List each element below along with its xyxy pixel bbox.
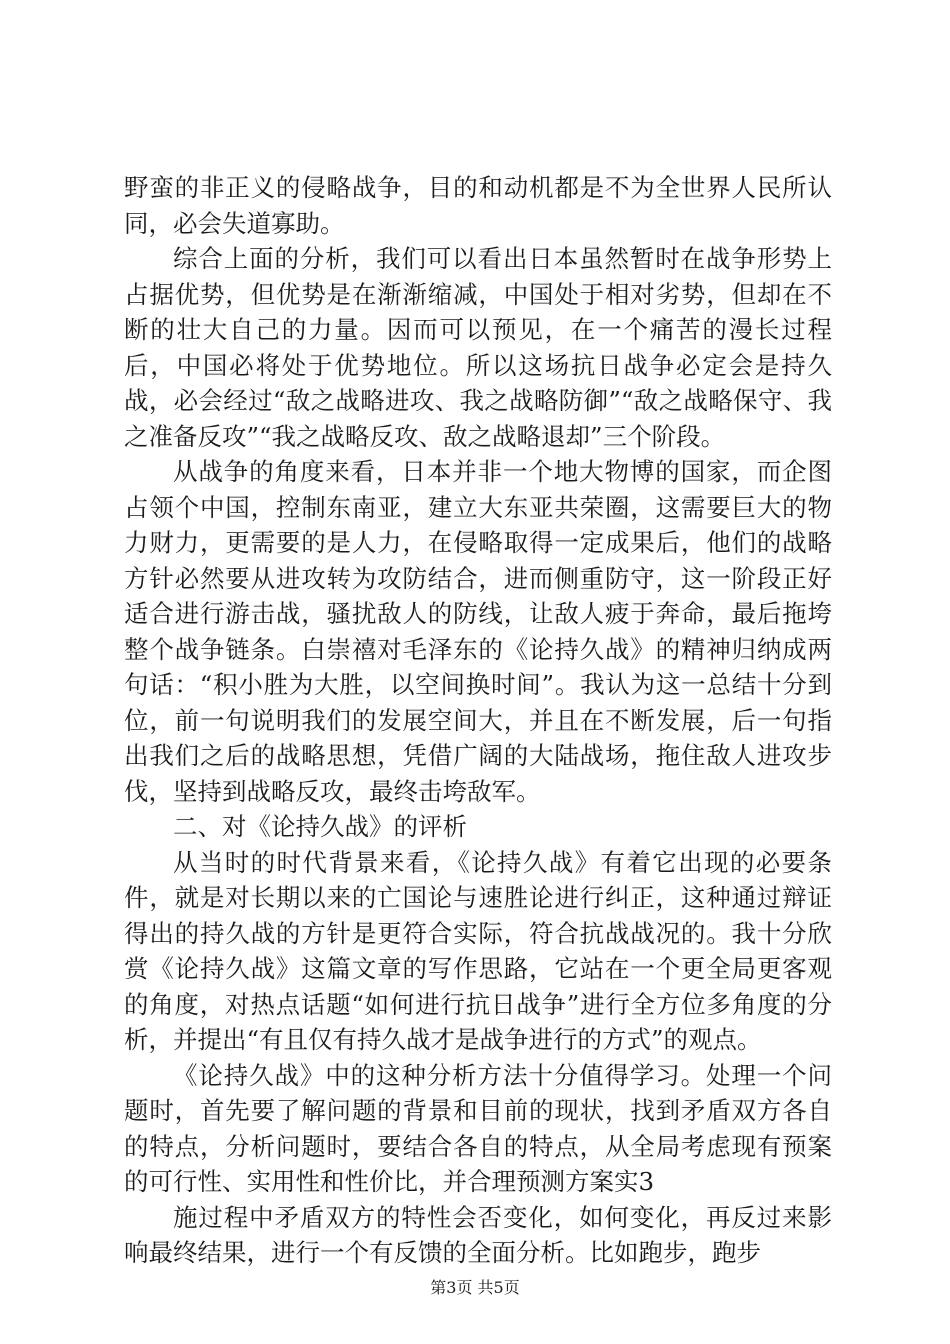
- paragraph-6: 施过程中矛盾双方的特性会否变化，如何变化，再反过来影响最终结果，进行一个有反馈的全面分析。比如跑步，跑步: [124, 1202, 832, 1267]
- document-body: [124, 170, 832, 1271]
- paragraph-2: 综合上面的分析，我们可以看出日本虽然暂时在战争形势上占据优势，但优势是在渐渐缩减，中国处于相对劣势，但却在不断的壮大自己的力量。因而可以预见，在一个痛苦的漫长过程后，中国必将处于优势地位。所以这场抗日战争必定会是持久战，必会经过“敌之战略进攻、我之战略防御”“敌之战略保守、我之准备反攻”“我之战略反攻、敌之战略退却”三个阶段。: [124, 244, 832, 451]
- page-footer: 第3页 共5页: [430, 1278, 520, 1297]
- paragraph-1: 野蛮的非正义的侵略战争，目的和动机都是不为全世界人民所认同，必会失道寡助。: [124, 173, 832, 238]
- paragraph-5: 《论持久战》中的这种分析方法十分值得学习。处理一个问题时，首先要了解问题的背景和目前的现状，找到矛盾双方各自的特点，分析问题时，要结合各自的特点，从全局考虑现有预案的可行性、实用性和性价比，并合理预测方案实3: [124, 1060, 832, 1196]
- paragraph-3: 从战争的角度来看，日本并非一个地大物博的国家，而企图占领个中国，控制东南亚，建立大东亚共荣圈，这需要巨大的物力财力，更需要的是人力，在侵略取得一定成果后，他们的战略方针必然要从进攻转为攻防结合，进而侧重防守，这一阶段正好适合进行游击战，骚扰敌人的防线，让敌人疲于奔命，最后拖垮整个战争链条。白崇禧对毛泽东的《论持久战》的精神归纳成两句话：“积小胜为大胜，以空间换时间”。我认为这一总结十分到位，前一句说明我们的发展空间大，并且在不断发展，后一句指出我们之后的战略思想，凭借广阔的大陆战场，拖住敌人进攻步伐，坚持到战略反攻，最终击垮敌军。: [124, 457, 832, 806]
- paragraph-4: 从当时的时代背景来看，《论持久战》有着它出现的必要条件，就是对长期以来的亡国论与速胜论进行纠正，这种通过辩证得出的持久战的方针是更符合实际，符合抗战战况的。我十分欣赏《论持久战》这篇文章的写作思路，它站在一个更全局更客观的角度，对热点话题“如何进行抗日战争”进行全方位多角度的分析，并提出“有且仅有持久战才是战争进行的方式”的观点。: [124, 847, 832, 1054]
- section-heading: 二、对《论持久战》的评析: [173, 812, 467, 841]
